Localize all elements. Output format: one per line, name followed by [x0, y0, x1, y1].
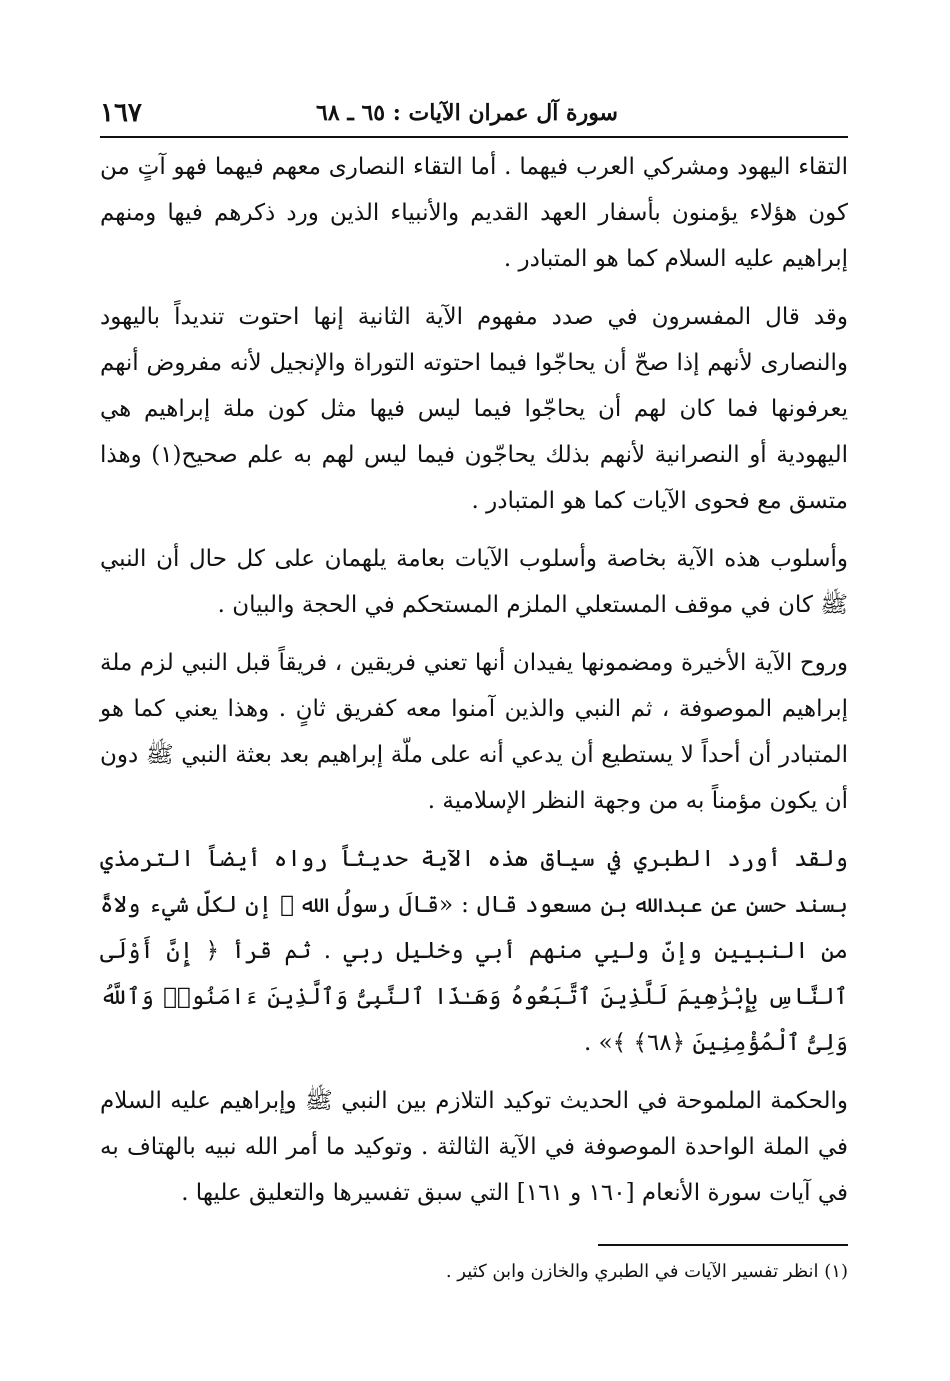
paragraph-5: ولقد أورد الطبري في سياق هذه الآية حديثاً رواه أيضاً الترمذي بسند حسن عن عبدالله بن مسعود قال : «قالَ رسولُ الله ﷺ إن لكلّ شيء ولاةً من النبيين وإنّ وليي منهم أبي وخليل ربي . ثم قرأ ﴿ إِنَّ أَوْلَى ٱلنَّاسِ بِإِبْرَٰهِيمَ لَلَّذِينَ ٱتَّبَعُوهُ وَهَـٰذَا ٱلنَّبِىُّ وَٱلَّذِينَ ءَامَنُوا۟ وَٱللَّهُ وَلِىُّ ٱلْمُؤْمِنِينَ ﴿٦٨﴾ ﴾» . — [100, 846, 848, 1056]
paragraph-4: وروح الآية الأخيرة ومضمونها يفيدان أنها تعني فريقين ، فريقاً قبل النبي لزم ملة إبراهيم الموصوفة ، ثم النبي والذين آمنوا معه كفريق ثانٍ . وهذا يعني كما هو المتبادر أن أحداً لا يستطيع أن يدعي أنه على ملّة إبراهيم بعد بعثة النبي ﷺ دون أن يكون مؤمناً به من وجهة النظر الإسلامية . — [100, 650, 848, 814]
paragraph-2: وقد قال المفسرون في صدد مفهوم الآية الثانية إنها احتوت تنديداً باليهود والنصارى لأنهم إذا صحّ أن يحاجّوا فيما احتوته التوراة والإنجيل لأنه مفروض أنهم يعرفونها فما كان لهم أن يحاجّوا فيما ليس فيها مثل كون ملة إبراهيم هي اليهودية أو النصرانية لأنهم بذلك يحاجّون فيما ليس لهم به علم صحيح(١) وهذا متسق مع فحوى الآيات كما هو المتبادر . — [100, 304, 848, 514]
paragraph-3: وأسلوب هذه الآية بخاصة وأسلوب الآيات بعامة يلهمان على كل حال أن النبي ﷺ كان في موقف المستعلي الملزم المستحكم في الحجة والبيان . — [100, 546, 848, 618]
footnote: (١) انظر تفسير الآيات في الطبري والخازن وابن كثير . — [445, 1261, 848, 1282]
document-page — [100, 96, 848, 1286]
paragraph-6: والحكمة الملموحة في الحديث توكيد التلازم بين النبي ﷺ وإبراهيم عليه السلام في الملة الواحدة الموصوفة في الآية الثالثة . وتوكيد ما أمر الله نبيه بالهتاف به في آيات سورة الأنعام [١٦٠ و ١٦١] التي سبق تفسيرها والتعليق عليها . — [100, 1088, 848, 1206]
running-title: سورة آل عمران الآيات : ٦٥ ـ ٦٨ — [316, 100, 618, 126]
page-number: ١٦٧ — [100, 98, 142, 128]
footnote-divider — [598, 1244, 848, 1246]
paragraph-1: التقاء اليهود ومشركي العرب فيهما . أما التقاء النصارى معهم فيهما فهو آتٍ من كون هؤلاء يؤمنون بأسفار العهد القديم والأنبياء الذين ورد ذكرهم فيها ومنهم إبراهيم عليه السلام كما هو المتبادر . — [100, 154, 848, 272]
page-header — [100, 96, 848, 138]
